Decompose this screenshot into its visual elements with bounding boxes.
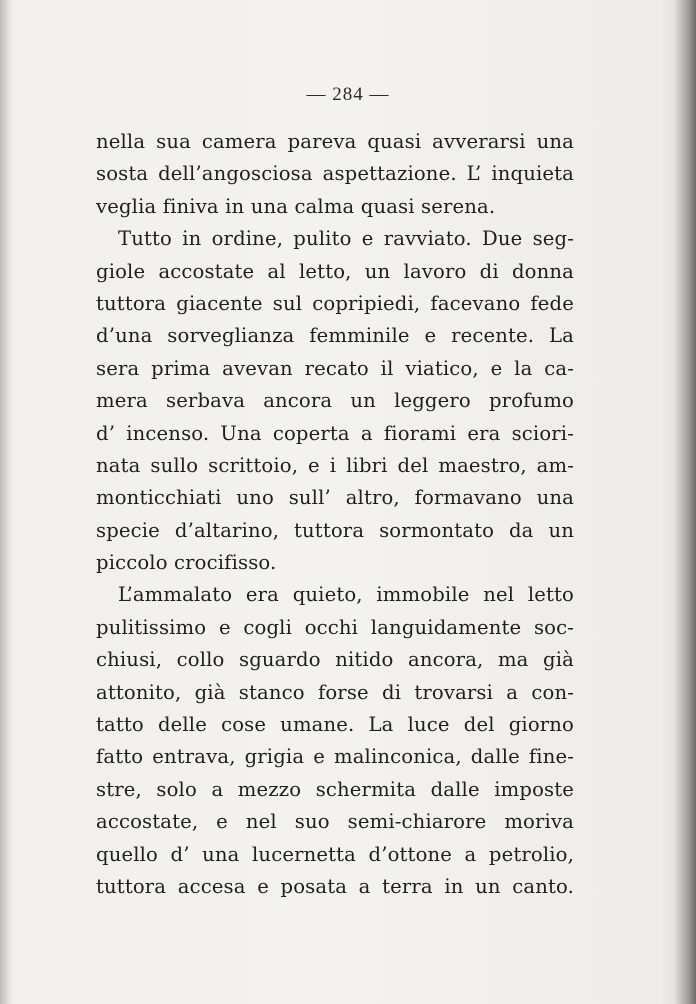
text-line: pulitissimo e cogli occhi languidamente soc- xyxy=(96,615,574,639)
text-line: tuttora giacente sul copripiedi, facevano fede xyxy=(96,291,574,315)
text-line: Tutto in ordine, pulito e ravviato. Due seg- xyxy=(118,227,574,251)
text-line: nella sua camera pareva quasi avverarsi una xyxy=(96,130,574,153)
text-line: tatto delle cose umane. La luce del giorno xyxy=(96,713,574,737)
text-line: chiusi, collo sguardo nitido ancora, ma già xyxy=(96,648,574,672)
text-line: monticchiati uno sull’ altro, formavano una xyxy=(96,486,574,510)
page-left-edge xyxy=(0,0,10,1004)
text-line: veglia finiva in una calma quasi serena. xyxy=(96,194,496,218)
body-text xyxy=(96,126,574,903)
text-line: nata sullo scrittoio, e i libri del maestro, am- xyxy=(96,453,574,477)
text-line: quello d’ una lucernetta d’ottone a petrolio, xyxy=(96,842,574,866)
text-line: fatto entrava, grigia e malinconica, dalle fine- xyxy=(96,745,574,769)
text-line: attonito, già stanco forse di trovarsi a con- xyxy=(96,680,574,704)
text-line: piccolo crocifisso. xyxy=(96,551,277,575)
text-line: d’una sorveglianza femminile e recente. La xyxy=(96,324,574,348)
text-line: sosta dell’angosciosa aspettazione. L’ inquieta xyxy=(96,162,574,186)
text-line: giole accostate al letto, un lavoro di donna xyxy=(96,259,574,283)
text-line: sera prima avevan recato il viatico, e la ca- xyxy=(96,356,574,380)
text-line: tuttora accesa e posata a terra in un canto. xyxy=(96,874,574,898)
binding-shadow xyxy=(674,0,696,1004)
text-line: mera serbava ancora un leggero profumo xyxy=(96,389,574,413)
text-line: L’ammalato era quieto, immobile nel letto xyxy=(118,583,574,607)
text-line: specie d’altarino, tuttora sormontato da un xyxy=(96,518,574,542)
text-line: stre, solo a mezzo schermita dalle imposte xyxy=(96,777,574,801)
page-number: — 284 — xyxy=(306,84,390,105)
text-line: accostate, e nel suo semi-chiarore moriva xyxy=(96,810,574,834)
text-line: d’ incenso. Una coperta a fiorami era sciori- xyxy=(96,421,574,445)
